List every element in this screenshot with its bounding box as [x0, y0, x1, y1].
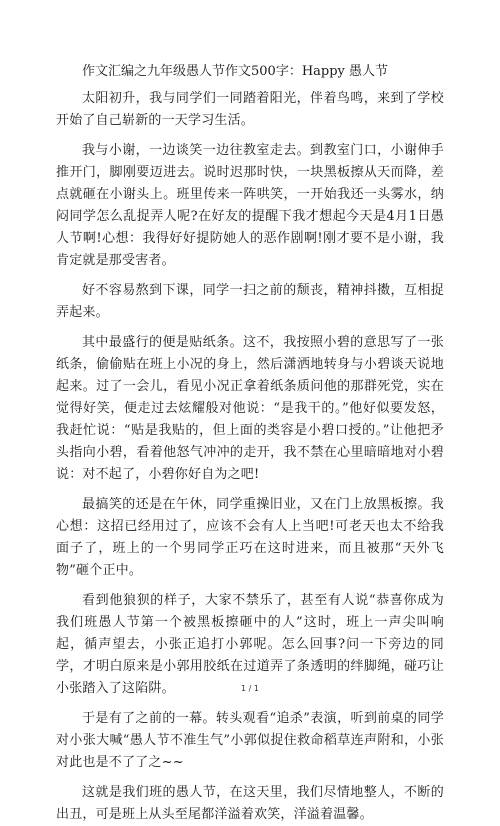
paragraph: 最搞笑的还是在午休，同学重操旧业，又在门上放黑板擦。我心想：这招已经用过了，应该不会有人上当吧!可老天也太不给我面子了，班上的一个男同学正巧在这时进来，而且被那“天外飞物”砸个正中。 — [56, 497, 444, 578]
page-number: 1 / 1 — [241, 684, 259, 693]
document-title: 作文汇编之九年级愚人节作文500字：Happy 愚人节 — [82, 64, 389, 79]
paragraph: 看到他狼狈的样子，大家不禁乐了，甚至有人说“恭喜你成为我们班愚人节第一个被黑板擦砸中的人”这时，班上一声尖叫响起，循声望去，小张正追打小郭呢。怎么回事?问一下旁边的同学，才明白原来是小郭用胶纸在过道弄了条透明的绊脚绳，碰巧让小张踏入了这陷阱。 — [56, 593, 444, 696]
paragraph: 太阳初升，我与同学们一同踏着阳光，伴着鸟鸣，来到了学校开始了自己崭新的一天学习生活。 — [56, 91, 444, 128]
document-body — [56, 88, 444, 826]
paragraph: 其中最盛行的便是贴纸条。这不，我按照小碧的意思写了一张纸条，偷偷贴在班上小况的身上，然后潇洒地转身与小碧谈天说地起来。过了一会儿，看见小况正拿着纸条质问他的那群死党，实在觉得好笑，便走过去炫耀般对他说：“是我干的。”他好似要发怒，我赶忙说：“贴是我贴的，但上面的类容是小碧口授的。”让他把矛头指向小碧，看着他怒气冲冲的走开，我不禁在心里暗暗地对小碧说：对不起了，小碧你好自为之吧! — [56, 335, 444, 482]
paragraph: 这就是我们班的愚人节，在这天里，我们尽情地整人，不断的出丑，可是班上从头至尾都洋溢着欢笑，洋溢着温馨。 — [56, 785, 444, 822]
paragraph: 我与小谢，一边谈笑一边往教室走去。到教室门口，小谢伸手推开门，脚刚要迈进去。说时迟那时快，一块黑板擦从天而降，差点就砸在小谢头上。班里传来一阵哄笑，一开始我还一头雾水，纳闷同学怎么乱捉弄人呢?在好友的提醒下我才想起今天是4月1日愚人节啊!心想：我得好好提防她人的恶作剧啊!刚才要不是小谢，我肯定就是那受害者。 — [56, 143, 444, 268]
paragraph: 好不容易熬到下课，同学一扫之前的颓丧，精神抖擞，互相捉弄起来。 — [56, 283, 444, 320]
paragraph: 于是有了之前的一幕。转头观看“追杀”表演，听到前桌的同学对小张大喊“愚人节不准生气”小郭似捉住救命稻草连声附和，小张对此也是不了了之~~ — [56, 711, 444, 770]
